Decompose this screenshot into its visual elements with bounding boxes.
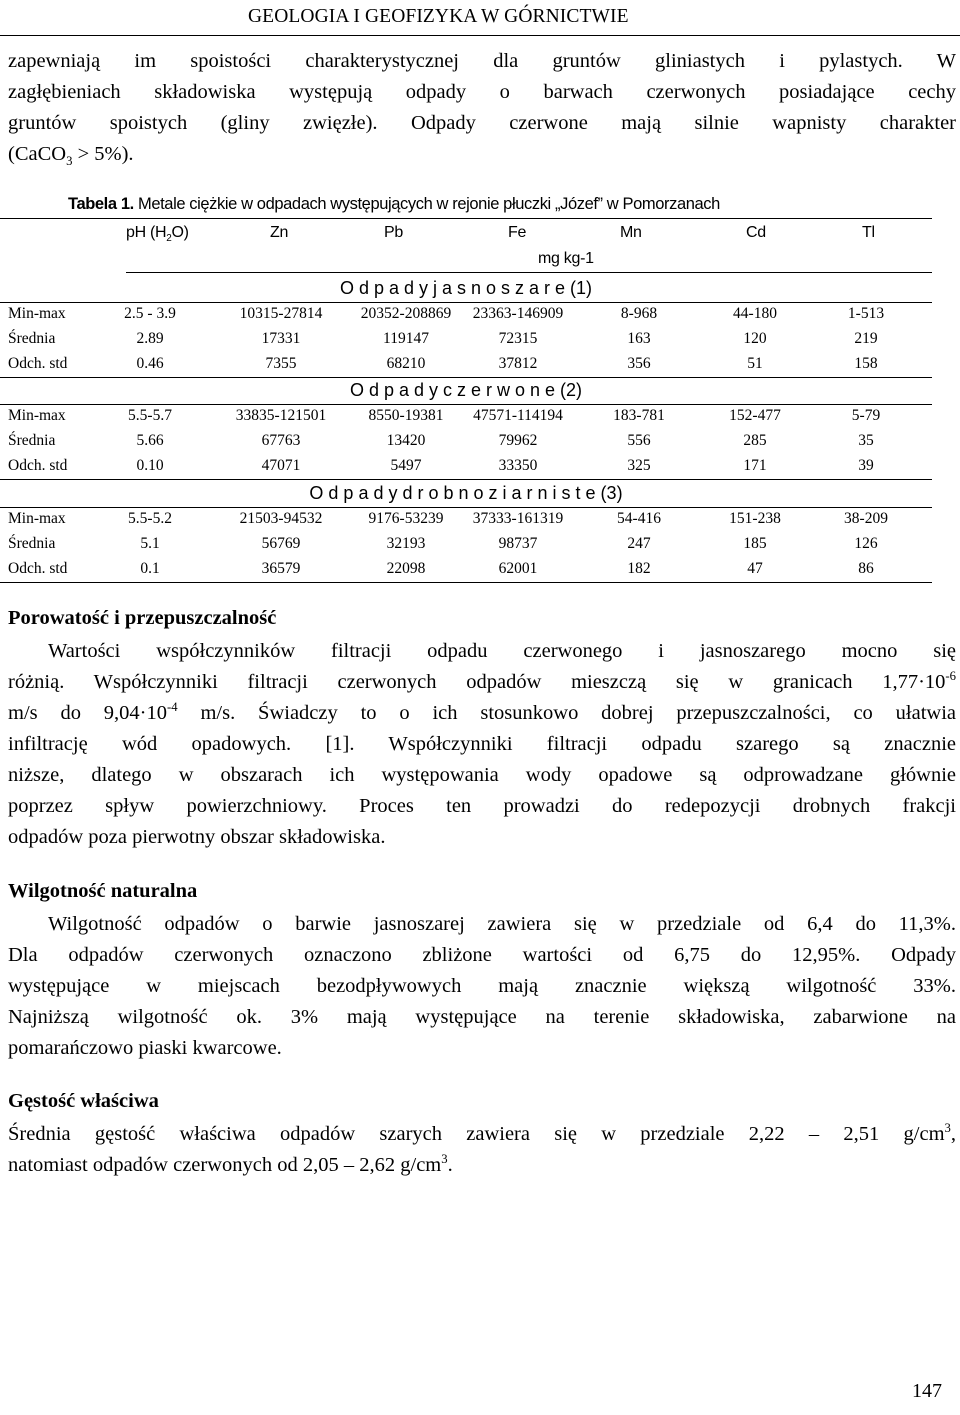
pb-value: 20352-208869 [360,305,452,322]
moisture-line-1: Wilgotność odpadów o barwie jasnoszarej zawiera się w przedziale od 6,4 do 11,3%. [48,913,956,935]
mn-value: 54-416 [617,510,661,527]
porosity-line-5: niższe, dlatego w obszarach ich występowania wody opadowe są odprowadzane głównie [8,764,956,786]
cd-value: 44-180 [733,305,777,322]
moisture-line-5: pomarańczowo piaski kwarcowe. [8,1037,282,1059]
header-zn: Zn [270,224,289,241]
intro-paragraph [8,46,956,170]
porosity-line-3: m/s do $9,04\cdot 10^{-4}$ m/s. Świadczy to o ich stosunkowo dobrej przepuszczalności, co ułatwia [8,700,956,724]
tl-value: 38-209 [844,510,888,527]
fe-value: 79962 [498,432,538,449]
header-pb: Pb [384,224,403,241]
zn-value: 10315-27814 [239,305,323,322]
ph-value: 5.5-5.7 [128,407,172,424]
pb-value: 32193 [386,535,426,552]
header-ph: pH $(H_2O)$ [126,224,189,245]
group1-bottom-rule [0,377,932,378]
pb-value: 5497 [390,457,422,474]
header-cd: Cd [746,224,766,241]
intro-line-3: gruntów spoistych (gliny zwięzłe). Odpady czerwone mają silnie wapnisty charakter [8,112,956,134]
mn-value: 182 [627,560,651,577]
porosity-line-1: Wartości współczynników filtracji odpadu czerwonego i jasnoszarego mocno się [48,640,956,662]
cd-value: 51 [747,355,763,372]
row-label: Min-max [8,510,66,527]
cd-value: 152-477 [729,407,781,424]
mn-value: 163 [627,330,651,347]
zn-value: 17331 [261,330,301,347]
cd-value: 185 [743,535,767,552]
unit-label: mg kg-1 [538,250,594,267]
pb-value: 9176-53239 [368,510,444,527]
heading-moisture: Wilgotność naturalna [8,880,198,902]
tl-value: 158 [854,355,878,372]
row-label: Odch. std [8,560,68,577]
fe-value: 47571-114194 [473,407,563,424]
zn-value: 67763 [261,432,301,449]
mn-value: 8-968 [620,305,658,322]
cd-value: 47 [747,560,763,577]
tl-value: 39 [858,457,874,474]
porosity-line-4: infiltrację wód opadowych. [1]. Współczynniki filtracji odpadu szarego są znacznie [8,733,956,755]
zn-value: 33835-121501 [235,407,327,424]
fe-value: 33350 [498,457,538,474]
unit-rule [126,272,932,273]
group-title-fine-grained: O d p a d y d r o b n o z i a r n i s t e (3) [309,483,623,503]
zn-value: 36579 [261,560,301,577]
header-mn: Mn [620,224,642,241]
moisture-line-3: występujące w miejscach bezodpływowych mają znacznie większą wilgotność 33%. [8,975,956,997]
group2-bottom-rule [0,479,932,480]
moisture-line-4: Najniższą wilgotność ok. 3% mają występujące na terenie składowiska, zabarwione na [8,1006,956,1028]
moisture-line-2: Dla odpadów czerwonych oznaczono zbliżone wartości od 6,75 do 12,95%. Odpady [8,944,956,966]
intro-line-2: zagłębieniach składowiska występują odpady o barwach czerwonych posiadające cechy [8,81,956,103]
zn-value: 56769 [261,535,301,552]
row-label: Średnia [8,330,56,347]
running-head: GEOLOGIA I GEOFIZYKA W GÓRNICTWIE [248,6,629,27]
intro-line-4: (CaCO$_3$ > 5%). [8,143,134,169]
zn-value: 47071 [261,457,301,474]
group1-rule [0,302,932,303]
porosity-line-7: odpadów poza pierwotny obszar składowiska. [8,826,386,848]
tl-value: 5-79 [851,407,881,424]
group2-rule [0,404,932,405]
ph-value: 2.5 - 3.9 [124,305,176,322]
fe-value: 72315 [498,330,538,347]
pb-value: 119147 [383,330,429,347]
tl-value: 86 [858,560,874,577]
row-label: Min-max [8,407,66,424]
heading-density: Gęstość właściwa [8,1090,159,1112]
tl-value: 1-513 [847,305,885,322]
mn-value: 247 [627,535,651,552]
tl-value: 219 [854,330,878,347]
ph-value: 0.46 [136,355,164,372]
pb-value: 22098 [386,560,426,577]
group-title-light-grey: O d p a d y j a s n o s z a r e (1) [339,278,593,298]
heading-porosity: Porowatość i przepuszczalność [8,607,277,629]
density-line-1: Średnia gęstość właściwa odpadów szarych zawiera się w przedziale 2,22 – 2,51 $g/cm^3$, [8,1121,956,1145]
fe-value: 98737 [498,535,538,552]
table-bottom-rule [0,582,932,583]
row-label: Odch. std [8,457,68,474]
ph-value: 0.1 [140,560,160,577]
fe-value: 37333-161319 [472,510,564,527]
ph-value: 5.5-5.2 [128,510,172,527]
density-paragraph [8,1119,956,1181]
zn-value: 7355 [265,355,297,372]
page-number: 147 [912,1380,942,1402]
intro-line-1: zapewniają im spoistości charakterystycznej dla gruntów gliniastych i pylastych. W [8,50,956,72]
fe-value: 37812 [498,355,538,372]
table-caption: Tabela 1. Metale ciężkie w odpadach występujących w rejonie płuczki „Józef” w Pomorzanach [68,195,720,213]
fe-value: 23363-146909 [472,305,564,322]
ph-value: 0.10 [136,457,164,474]
mn-value: 325 [627,457,651,474]
porosity-line-2: różnią. Współczynniki filtracji czerwonych odpadów mieszczą się w granicach $1,77\cdot 10^{-6}$ [8,669,956,693]
row-label: Średnia [8,535,56,552]
cd-value: 285 [743,432,767,449]
porosity-paragraph [8,636,956,853]
mn-value: 356 [627,355,651,372]
pb-value: 13420 [386,432,426,449]
tl-value: 35 [858,432,874,449]
header-rule [0,35,960,36]
ph-value: 2.89 [136,330,164,347]
moisture-paragraph [8,909,956,1064]
cd-value: 151-238 [729,510,781,527]
cd-value: 120 [743,330,767,347]
mn-value: 183-781 [613,407,665,424]
ph-value: 5.66 [136,432,164,449]
cd-value: 171 [743,457,767,474]
fe-value: 62001 [498,560,538,577]
table-top-rule [0,218,932,219]
row-label: Średnia [8,432,56,449]
row-label: Min-max [8,305,66,322]
tl-value: 126 [854,535,878,552]
pb-value: 8550-19381 [368,407,444,424]
group3-rule [0,507,932,508]
zn-value: 21503-94532 [239,510,323,527]
group-title-red: O d p a d y c z e r w o n e (2) [349,380,583,400]
mn-value: 556 [627,432,651,449]
ph-value: 5.1 [140,535,160,552]
density-line-2: natomiast odpadów czerwonych od 2,05 – 2,62 $g/cm^3$. [8,1152,453,1176]
pb-value: 68210 [386,355,426,372]
row-label: Odch. std [8,355,68,372]
header-tl: Tl [862,224,875,241]
header-fe: Fe [508,224,527,241]
porosity-line-6: poprzez spływ powierzchniowy. Proces ten prowadzi do redepozycji drobnych frakcji [8,795,956,817]
